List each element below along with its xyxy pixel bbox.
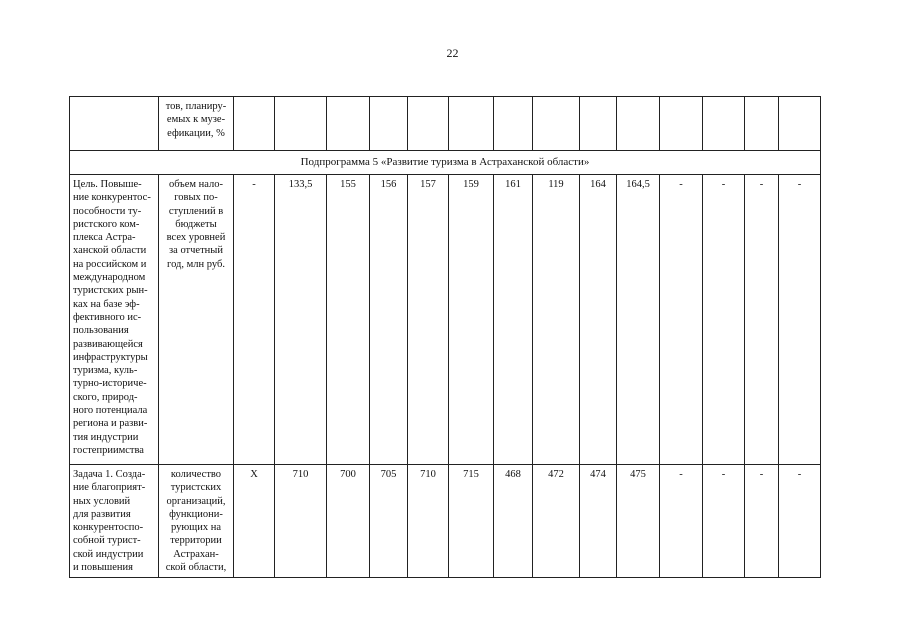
indicator-cell: тов, планиру- емых к музе- ефикации, % <box>159 97 234 151</box>
value-cell <box>660 97 703 151</box>
value-cell: 710 <box>408 465 449 578</box>
value-cell: 159 <box>449 175 494 465</box>
value-cell: 710 <box>275 465 327 578</box>
value-cell: - <box>703 465 745 578</box>
value-cell <box>617 97 660 151</box>
value-cell: 475 <box>617 465 660 578</box>
value-cell: 705 <box>370 465 408 578</box>
table-row-task <box>70 465 821 578</box>
value-cell: X <box>234 465 275 578</box>
value-cell: - <box>779 175 821 465</box>
goal-cell <box>70 97 159 151</box>
value-cell: 155 <box>327 175 370 465</box>
value-cell: 164 <box>580 175 617 465</box>
indicator-cell: объем нало- говых по- ступлений в бюджеты всех уровней за отчетный год, млн руб. <box>159 175 234 465</box>
value-cell: - <box>745 175 779 465</box>
table-row-continued <box>70 97 821 151</box>
value-cell <box>327 97 370 151</box>
subprogram-title: Подпрограмма 5 «Развитие туризма в Астраханской области» <box>70 151 821 175</box>
value-cell: 700 <box>327 465 370 578</box>
value-cell <box>703 97 745 151</box>
value-cell <box>533 97 580 151</box>
value-cell: - <box>779 465 821 578</box>
value-cell <box>370 97 408 151</box>
value-cell: 468 <box>494 465 533 578</box>
value-cell <box>779 97 821 151</box>
value-cell: - <box>660 175 703 465</box>
value-cell <box>580 97 617 151</box>
value-cell <box>494 97 533 151</box>
value-cell <box>275 97 327 151</box>
value-cell: - <box>745 465 779 578</box>
goal-cell: Цель. Повыше- ние конкурентос- пособности ту- ристского ком- плекса Астра- ханской области на российском и международном туристских рын- ках на базе эф- фективного ис- пользования развивающейся инфраструктуры туризма, куль- турно-историче- ского, природ- ного потенциала региона и разви- тия индустрии гостеприимства <box>70 175 159 465</box>
value-cell <box>745 97 779 151</box>
value-cell <box>408 97 449 151</box>
value-cell: 156 <box>370 175 408 465</box>
value-cell: 472 <box>533 465 580 578</box>
value-cell: 474 <box>580 465 617 578</box>
indicator-cell: количество туристских организаций, функциони- рующих на территории Астрахан- ской области, <box>159 465 234 578</box>
value-cell <box>234 97 275 151</box>
subprogram-header-row <box>70 151 821 175</box>
value-cell: 164,5 <box>617 175 660 465</box>
indicators-table <box>69 96 821 578</box>
value-cell: 715 <box>449 465 494 578</box>
value-cell: 119 <box>533 175 580 465</box>
value-cell: 161 <box>494 175 533 465</box>
value-cell: - <box>234 175 275 465</box>
task-cell: Задача 1. Созда- ние благоприят- ных условий для развития конкурентоспо- собной турист- ской индустрии и повышения <box>70 465 159 578</box>
value-cell: - <box>660 465 703 578</box>
page-number: 22 <box>446 46 459 60</box>
value-cell: 133,5 <box>275 175 327 465</box>
value-cell: 157 <box>408 175 449 465</box>
value-cell <box>449 97 494 151</box>
value-cell: - <box>703 175 745 465</box>
table-row-goal <box>70 175 821 465</box>
